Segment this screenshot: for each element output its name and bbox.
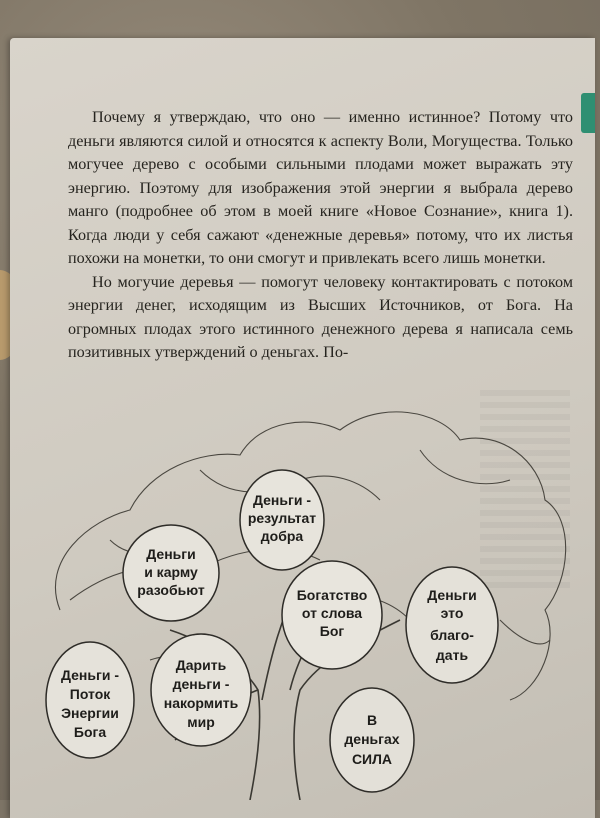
fruit-text: Бог xyxy=(319,623,345,639)
fruit-wealth xyxy=(282,561,382,669)
fruit-text: Поток xyxy=(69,686,111,702)
fruit-text: разобьют xyxy=(137,582,205,598)
fruit-text: и карму xyxy=(144,564,198,580)
fruit-text: Дарить xyxy=(175,657,227,673)
fruit-text: накормить xyxy=(163,695,239,711)
fruit-text: Деньги xyxy=(146,546,196,562)
fruit-text: СИЛА xyxy=(351,751,393,767)
fruit-karma xyxy=(123,525,219,621)
fruit-text: деньгах xyxy=(344,731,400,747)
fruit-text: дать xyxy=(435,647,469,663)
fruit-result xyxy=(240,470,324,570)
fruit-text: добра xyxy=(260,528,304,544)
fruit-text: Бога xyxy=(73,724,107,740)
fruit-text: результат xyxy=(247,510,317,526)
fruit-text: это xyxy=(440,605,464,621)
fruit-text: Богатство xyxy=(296,587,368,603)
fruit-flow xyxy=(46,642,134,758)
paragraph-1: Почему я утверждаю, что оно — именно истинное? Потому что деньги являются силой и относятся к аспекту Воли, Могущества. Только могучее дерево с особыми сильными плодами может выражать эту энергию. Поэтому для изображения этой энергии я выбрала дерево манго (подробнее об этом в моей книге «Новое Сознание», книга 1). Когда люди у себя сажают «денежные деревья» потому, что их листья похожи на монетки, то они смогут и привлекать всего лишь монетки. xyxy=(68,108,573,267)
fruit-give xyxy=(151,634,251,746)
fruit-text: Энергии xyxy=(61,705,119,721)
fruit-blessing xyxy=(406,567,498,683)
fruit-text: деньги - xyxy=(172,676,230,692)
fruit-power xyxy=(330,688,414,792)
fruit-text: благо- xyxy=(430,627,474,643)
fruit-text: мир xyxy=(187,714,215,730)
fruit-text: от слова xyxy=(301,605,363,621)
paragraph-2: Но могучие деревья — помогут человеку контактировать с потоком энергии денег, исходящим из Высших Источников, от Бога. На огромных плодах этого истинного денежного дерева я написала семь позитивных утверждений о деньгах. По- xyxy=(68,272,573,361)
fruit-text: Деньги xyxy=(427,587,477,603)
fruit-text: Деньги - xyxy=(253,492,311,508)
fruit-text: В xyxy=(366,712,378,728)
fruit-text: Деньги - xyxy=(61,667,119,683)
